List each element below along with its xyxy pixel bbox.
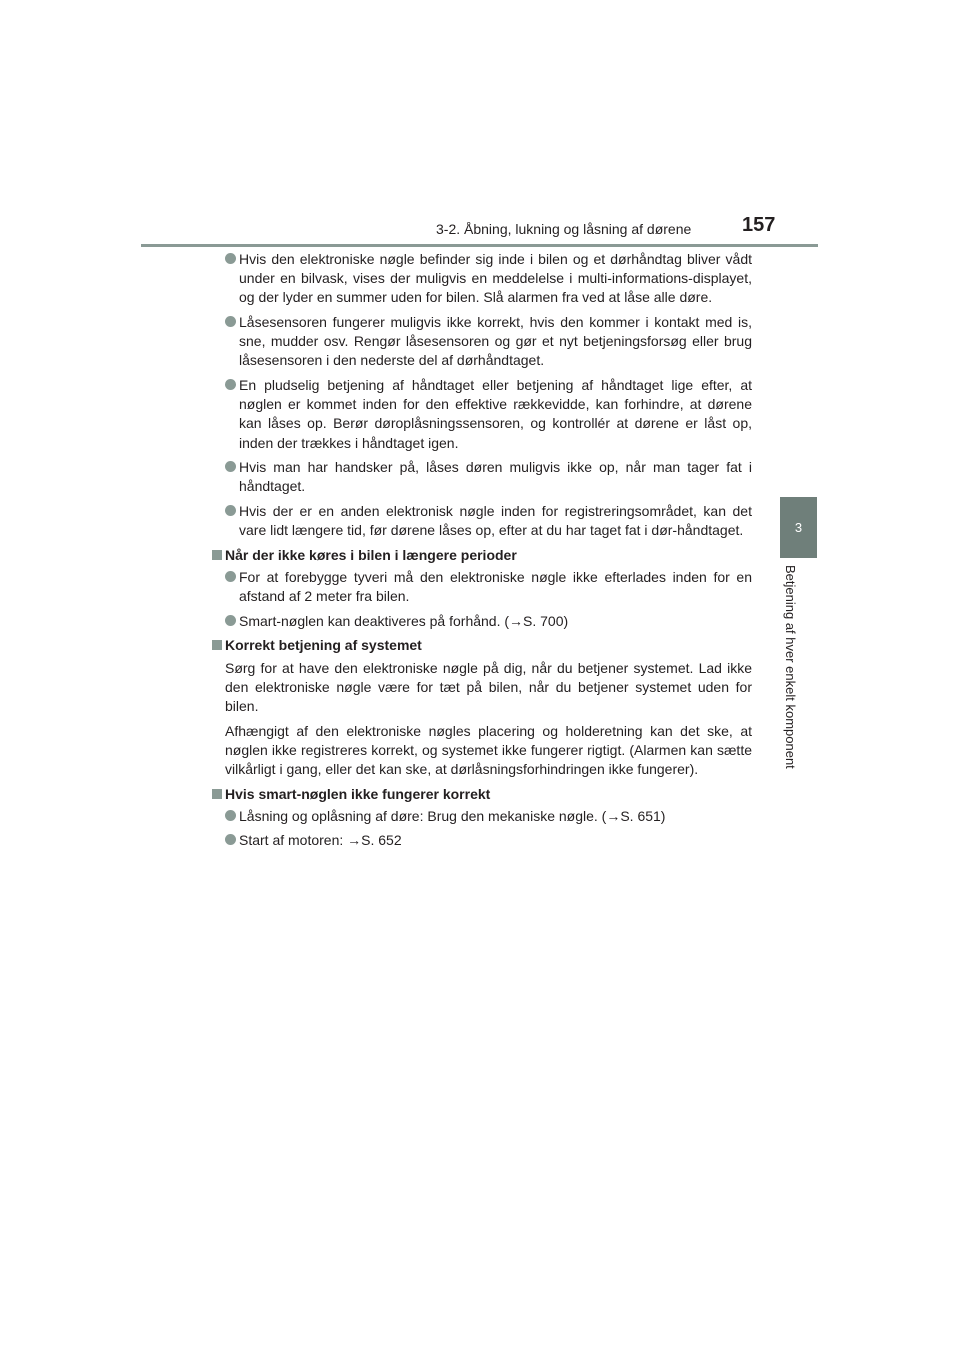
paragraph: Sørg for at have den elektroniske nøgle på dig, når du betjener systemet. Lad ikke den elektroniske nøgle være for tæt på bilen, når du betjener systemet uden for bilen. [225,659,752,714]
bullet-text: Smart-nøglen kan deaktiveres på forhånd. (→S. 700) [239,612,569,629]
square-bullet-icon [212,550,222,560]
bullet-dot-icon [225,461,236,472]
heading-text: Korrekt betjening af systemet [225,637,422,654]
chapter-number: 3 [794,520,803,535]
bullet-text: En pludselig betjening af håndtaget eller betjening af håndtaget lige efter, at nøglen er kommet inden for den effektive rækkevidde, kan forhindre, at dørene kan låses op. Berør døroplåsningssensoren, og kontrollér at dørene er låst op, inden der trækkes i håndtaget igen. [239,377,752,451]
bullet-dot-icon [225,571,236,582]
bullet-dot-icon [225,615,236,626]
bullet-dot-icon [225,379,236,390]
list-item [210,376,752,453]
heading-text: Når der ikke køres i bilen i længere perioder [225,546,517,563]
bullet-dot-icon [225,316,236,327]
bullet-text: Låsesensoren fungerer muligvis ikke korrekt, hvis den kommer i kontakt med is, sne, mudder osv. Rengør låsesensoren og gør et nyt betjeningsforsøg eller brug låsesensoren i den nederste del af dørhåndtaget. [239,314,752,369]
list-item [210,313,752,371]
bullet-text: Start af motoren: →S. 652 [239,832,402,849]
bullet-text: Hvis der er en anden elektronisk nøgle inden for registreringsområdet, kan det vare lidt længere tid, før dørene låses op, efter at du har taget fat i dør-håndtaget. [239,503,752,539]
list-item [210,502,752,540]
bullet-text: Hvis den elektroniske nøgle befinder sig inde i bilen og et dørhåndtag bliver vådt under en bilvask, vises der muligvis en meddelelse i multi-informations-displayet, og der lyder en summer uden for bilen. Slå alarmen fra ved at låse alle døre. [239,251,752,306]
list-item [210,807,752,826]
bullet-text: Låsning og oplåsning af døre: Brug den mekaniske nøgle. (→S. 651) [239,807,666,824]
list-item [210,458,752,496]
bullet-dot-icon [225,253,236,264]
header-rule [141,244,818,247]
chapter-label: Betjening af hver enkelt komponent [783,565,798,769]
paragraph: Afhængigt af den elektroniske nøgles placering og holderetning kan det ske, at nøglen ikke registreres korrekt, og systemet ikke fungerer rigtigt. (Alarmen kan sætte vilkårligt i gang, eller det kan ske, at dørlåsningsforhindringen ikke fungerer). [225,722,752,777]
list-item [210,568,752,606]
bullet-text: For at forebygge tyveri må den elektroniske nøgle ikke efterlades inden for en afstand af 2 meter fra bilen. [239,569,752,605]
list-item [210,612,752,631]
page-number: 157 [742,214,776,236]
bullet-dot-icon [225,505,236,516]
section-title: 3-2. Åbning, lukning og låsning af dørene [436,221,692,237]
bullet-dot-icon [225,810,236,821]
chapter-tab [780,497,817,558]
page-header [0,0,960,250]
section-heading [210,785,752,804]
bullet-dot-icon [225,834,236,845]
section-heading [210,546,752,565]
section-heading [210,636,752,655]
square-bullet-icon [212,789,222,799]
bullet-text: Hvis man har handsker på, låses døren muligvis ikke op, når man tager fat i håndtaget. [239,459,752,495]
page-content [210,250,752,856]
list-item [210,831,752,850]
list-item [210,250,752,308]
heading-text: Hvis smart-nøglen ikke fungerer korrekt [225,785,491,802]
square-bullet-icon [212,640,222,650]
